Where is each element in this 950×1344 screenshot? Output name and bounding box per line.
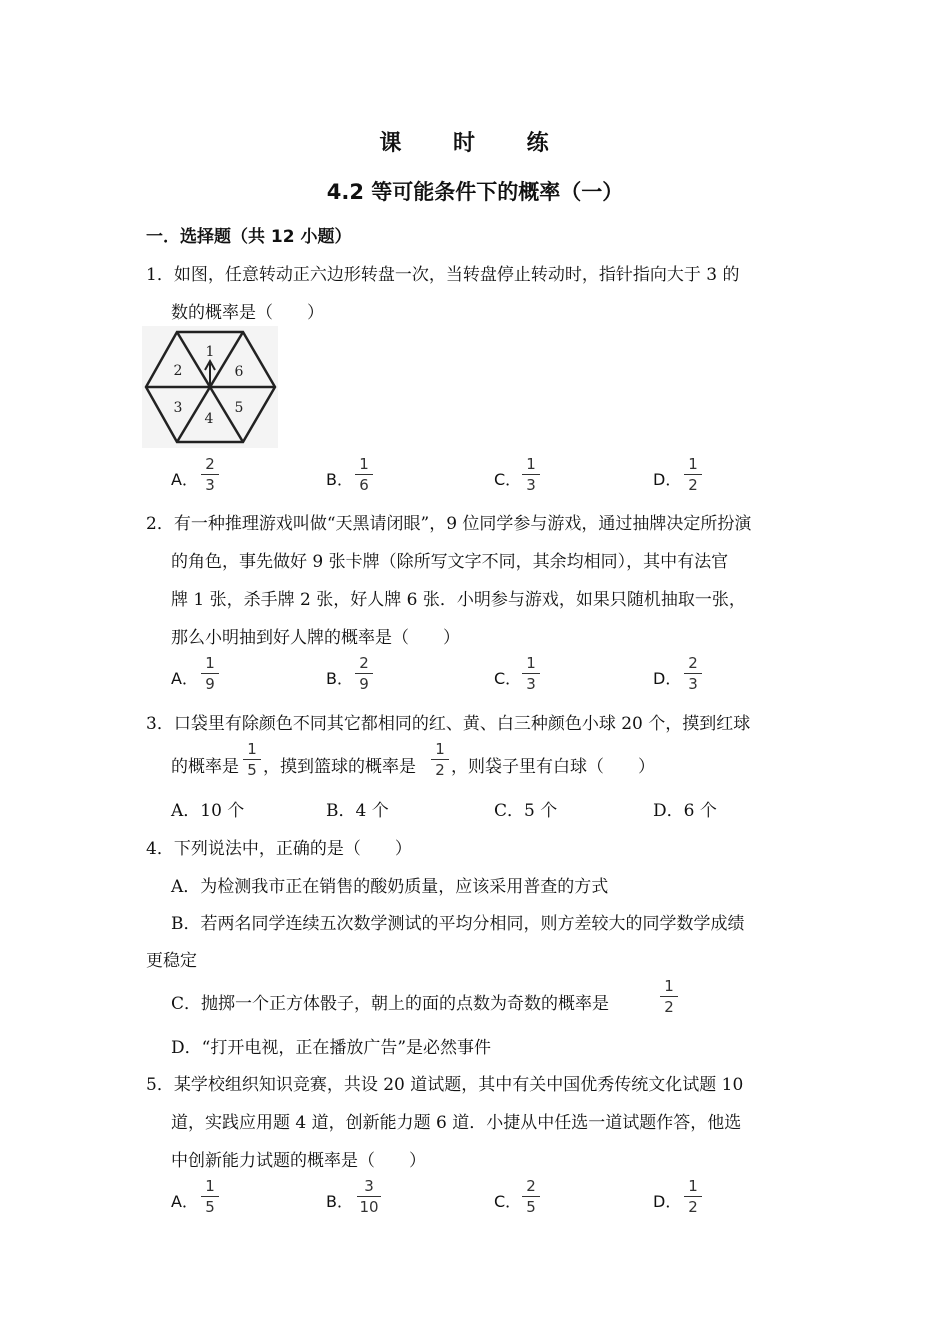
q3-line2-part2: ，摸到篮球的概率是 — [263, 757, 416, 777]
q5-option-c-fraction: 2 5 — [520, 1177, 542, 1216]
q2-line2: 的角色，事先做好 9 张卡牌（除所写文字不同，其余均相同），其中有法官 — [171, 552, 729, 572]
q2-option-d-label: D． — [653, 669, 682, 688]
q1-option-b-fraction: 1 6 — [353, 455, 375, 494]
spinner-label-3: 3 — [173, 400, 183, 416]
q4-line1: 4．下列说法中，正确的是（ ） — [146, 839, 412, 859]
q1-option-d-label: D． — [653, 470, 682, 489]
q1-option-c-label: C． — [494, 470, 522, 489]
q3-line2-part3: ，则袋子里有白球（ ） — [451, 757, 655, 777]
q4-option-b-line1: B．若两名同学连续五次数学测试的平均分相同，则方差较大的同学数学成绩 — [171, 914, 745, 934]
q4-option-a: A．为检测我市正在销售的酸奶质量，应该采用普查的方式 — [171, 877, 609, 897]
q3-option-a: A．10 个 — [171, 801, 245, 821]
q3-line1: 3．口袋里有除颜色不同其它都相同的红、黄、白三种颜色小球 20 个，摸到红球 — [146, 714, 751, 734]
q5-line1: 5．某学校组织知识竞赛，共设 20 道试题，其中有关中国优秀传统文化试题 10 — [146, 1075, 744, 1095]
q2-option-a-fraction: 1 9 — [199, 654, 221, 693]
q3-option-b: B．4 个 — [326, 801, 389, 821]
q2-option-c-label: C． — [494, 669, 522, 688]
q5-option-b-fraction: 3 10 — [355, 1177, 383, 1216]
lesson-title: 4.2 等可能条件下的概率（一） — [326, 180, 624, 204]
spinner-label-1: 1 — [205, 344, 215, 360]
q5-option-a-fraction: 1 5 — [199, 1177, 221, 1216]
q5-option-d-fraction: 1 2 — [682, 1177, 704, 1216]
q5-line2: 道，实践应用题 4 道，创新能力题 6 道．小捷从中任选一道试题作答，他选 — [171, 1113, 742, 1133]
q2-option-b-label: B． — [326, 669, 353, 688]
q2-option-a-label: A． — [171, 669, 198, 688]
q1-option-a-fraction: 2 3 — [199, 455, 221, 494]
q2-line1: 2．有一种推理游戏叫做“天黑请闭眼”，9 位同学参与游戏，通过抽牌决定所扮演 — [146, 514, 752, 534]
q2-option-c-fraction: 1 3 — [520, 654, 542, 693]
q4-option-c: C．抛掷一个正方体骰子，朝上的面的点数为奇数的概率是 — [171, 994, 610, 1014]
q4-option-d: D．“打开电视，正在播放广告”是必然事件 — [171, 1038, 492, 1058]
spinner-label-2: 2 — [173, 363, 183, 379]
q5-option-a-label: A． — [171, 1192, 198, 1211]
q2-option-d-fraction: 2 3 — [682, 654, 704, 693]
q3-option-c: C．5 个 — [494, 801, 558, 821]
q3-blue-probability-fraction: 1 2 — [429, 740, 451, 779]
section-heading: 一．选择题（共 12 小题） — [146, 227, 352, 247]
spinner-label-4: 4 — [204, 411, 214, 427]
q1-line1: 1．如图，任意转动正六边形转盘一次，当转盘停止转动时，指针指向大于 3 的 — [146, 265, 740, 285]
q2-line4: 那么小明抽到好人牌的概率是（ ） — [171, 628, 460, 648]
q3-line2-part1: 的概率是 — [171, 757, 239, 777]
page-title: 课 时 练 — [379, 131, 571, 156]
q5-option-b-label: B． — [326, 1192, 353, 1211]
q1-option-b-label: B． — [326, 470, 353, 489]
spinner-label-5: 5 — [234, 400, 244, 416]
q2-option-b-fraction: 2 9 — [353, 654, 375, 693]
q5-option-d-label: D． — [653, 1192, 682, 1211]
q1-line2: 数的概率是（ ） — [171, 303, 324, 323]
q3-red-probability-fraction: 1 5 — [241, 740, 263, 779]
q1-option-a-label: A． — [171, 470, 198, 489]
q2-line3: 牌 1 张，杀手牌 2 张，好人牌 6 张．小明参与游戏，如果只随机抽取一张， — [171, 590, 746, 610]
q1-option-d-fraction: 1 2 — [682, 455, 704, 494]
q4-option-c-fraction: 1 2 — [658, 977, 680, 1016]
q3-option-d: D．6 个 — [653, 801, 717, 821]
q5-option-c-label: C． — [494, 1192, 522, 1211]
q1-option-c-fraction: 1 3 — [520, 455, 542, 494]
q5-line3: 中创新能力试题的概率是（ ） — [171, 1151, 426, 1171]
hexagon-spinner-figure — [142, 326, 278, 448]
q4-option-b-line2: 更稳定 — [146, 951, 197, 971]
spinner-label-6: 6 — [234, 364, 244, 380]
